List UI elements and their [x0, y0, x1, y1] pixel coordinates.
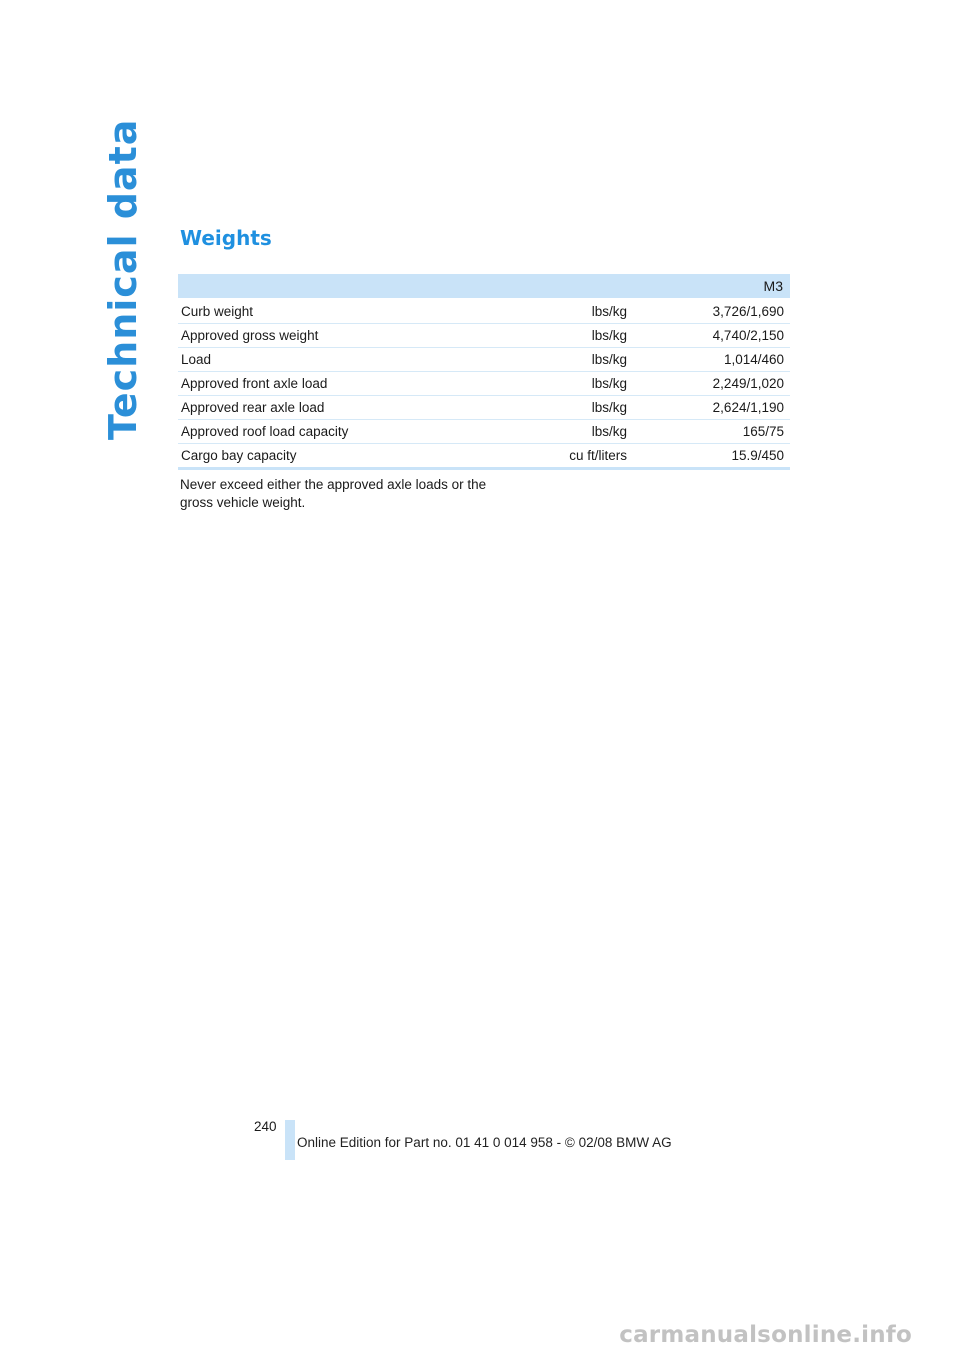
row-unit: cu ft/liters	[521, 444, 627, 469]
row-label: Approved gross weight	[178, 324, 521, 348]
warning-note: Never exceed either the approved axle loads or the gross vehicle weight.	[180, 477, 487, 510]
table-row	[178, 372, 790, 396]
row-label: Approved rear axle load	[178, 396, 521, 420]
section-heading: Weights	[180, 226, 272, 250]
model-header: M3	[178, 274, 790, 299]
row-label: Cargo bay capacity	[178, 444, 521, 469]
table-row	[178, 299, 790, 324]
chapter-side-title: Technical data	[101, 118, 145, 440]
table-row	[178, 324, 790, 348]
table-header-row	[178, 274, 790, 299]
row-unit: lbs/kg	[521, 348, 627, 372]
footer-accent-bar	[285, 1120, 295, 1160]
row-unit: lbs/kg	[521, 420, 627, 444]
row-value: 1,014/460	[627, 348, 790, 372]
row-unit: lbs/kg	[521, 372, 627, 396]
row-label: Curb weight	[178, 299, 521, 324]
weights-table	[178, 274, 790, 470]
row-value: 2,249/1,020	[627, 372, 790, 396]
row-value: 2,624/1,190	[627, 396, 790, 420]
row-label: Load	[178, 348, 521, 372]
table-row	[178, 420, 790, 444]
row-label: Approved roof load capacity	[178, 420, 521, 444]
site-watermark[interactable]: carmanualsonline.info	[619, 1322, 912, 1348]
row-unit: lbs/kg	[521, 396, 627, 420]
row-unit: lbs/kg	[521, 299, 627, 324]
table-row	[178, 348, 790, 372]
row-value: 165/75	[627, 420, 790, 444]
row-value: 15.9/450	[627, 444, 790, 469]
row-label: Approved front axle load	[178, 372, 521, 396]
row-value: 3,726/1,690	[627, 299, 790, 324]
page-number: 240	[254, 1119, 277, 1134]
table-row	[178, 444, 790, 469]
row-unit: lbs/kg	[521, 324, 627, 348]
table-row	[178, 396, 790, 420]
edition-notice: Online Edition for Part no. 01 41 0 014 958 - © 02/08 BMW AG	[297, 1135, 672, 1150]
row-value: 4,740/2,150	[627, 324, 790, 348]
